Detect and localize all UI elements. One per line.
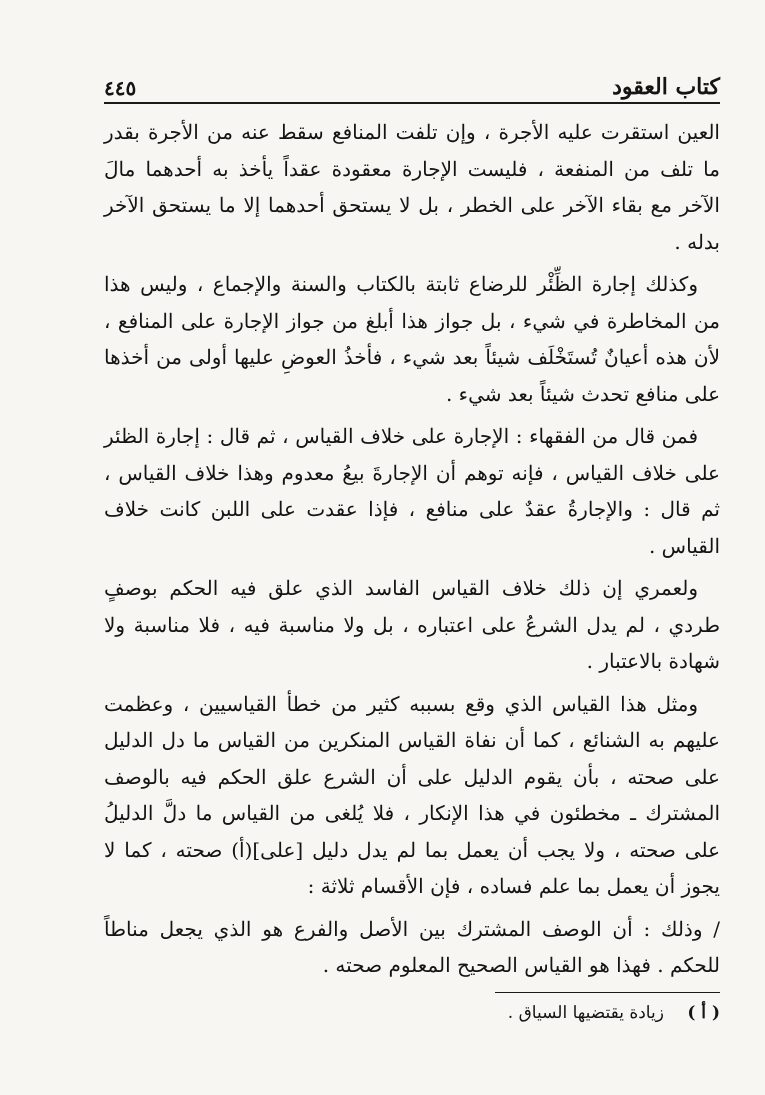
footnote xyxy=(104,1003,720,1023)
footnote-separator xyxy=(495,992,720,993)
paragraph: / وذلك : أن الوصف المشترك بين الأصل والفرع هو الذي يجعل مناطاً للحكم . فهذا هو القياس الصحيح المعلوم صحته . xyxy=(104,916,720,977)
footnote-marker: ( أ ) xyxy=(687,1002,720,1023)
body-text xyxy=(104,114,720,984)
paragraph: وكذلك إجارة الظِّئْر للرضاع ثابتة بالكتاب والسنة والإجماع ، وليس هذا من المخاطرة في شيء ، بل جواز هذا أبلغ من جواز الإجارة على المنافع ، لأن هذه أعيانٌ تُستَخْلَف شيئاً بعد شيء ، فأخذُ العوضِ عليها أولى من أخذها على منافع تحدث شيئاً بعد شيء . xyxy=(104,272,720,406)
paragraph: العين استقرت عليه الأجرة ، وإن تلفت المنافع سقط عنه من الأجرة بقدر ما تلف من المنفعة ، فليست الإجارة معقودة عقداً يأخذ به أحدهما مالَ الآخر مع بقاء الآخر على الخطر ، بل لا يستحق أحدهما إلا ما يستحق الآخر بدله . xyxy=(104,120,720,254)
paragraph: ومثل هذا القياس الذي وقع بسببه كثير من خطأ القياسيين ، وعظمت عليهم به الشنائع ، كما أن نفاة القياس المنكرين من القياس ما دل الدليل على صحته ، بأن يقوم الدليل على أن الشرع علق الحكم فيه بالوصف المشترك ـ مخطئون في هذا الإنكار ، فلا يُلغى من القياس ما دلَّ الدليلُ على صحته ، ولا يجب أن يعمل بما لم يدل دليل [على](أ) صحته ، كما لا يجوز أن يعمل بما علم فساده ، فإن الأقسام ثلاثة : xyxy=(104,691,721,898)
paragraph: ولعمري إن ذلك خلاف القياس الفاسد الذي علق فيه الحكم بوصفٍ طردي ، لم يدل الشرعُ على اعتباره ، بل ولا مناسبة فيه ، فلا مناسبة ولا شهادة بالاعتبار . xyxy=(104,576,720,673)
running-title: كتاب العقود xyxy=(612,74,720,100)
running-header xyxy=(104,70,720,104)
page-number: ٤٤٥ xyxy=(104,76,137,100)
paragraph: فمن قال من الفقهاء : الإجارة على خلاف القياس ، ثم قال : إجارة الظئر على خلاف القياس ، فإنه توهم أن الإجارةَ بيعُ معدوم وهذا خلاف القياس ، ثم قال : والإجارةُ عقدٌ على منافع ، فإذا عقدت على اللبن كانت خلاف القياس . xyxy=(104,424,720,558)
page xyxy=(104,70,720,1023)
footnote-text: زيادة يقتضيها السياق . xyxy=(507,1002,664,1023)
